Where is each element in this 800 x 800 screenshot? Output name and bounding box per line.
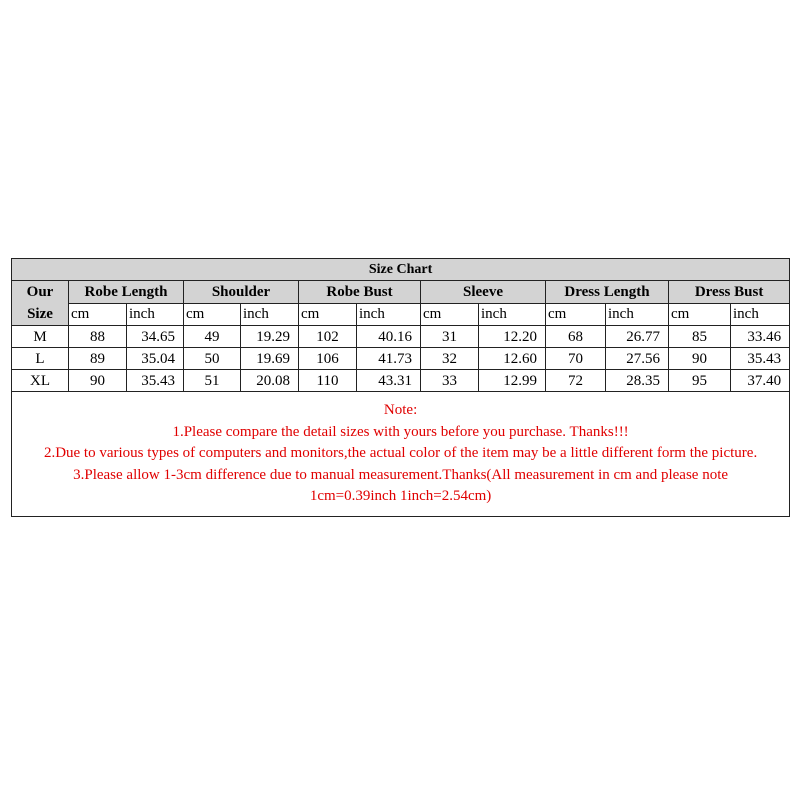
value-cell: 106 (299, 348, 357, 370)
value-cell: 12.99 (479, 370, 546, 392)
value-cell: 19.69 (241, 348, 299, 370)
value-cell: 37.40 (731, 370, 790, 392)
unit-header: cm (546, 303, 606, 326)
note-section (12, 392, 790, 517)
table-row (12, 370, 790, 392)
chart-title: Size Chart (12, 259, 790, 281)
value-cell: 49 (184, 326, 241, 348)
value-cell: 89 (69, 348, 127, 370)
column-group-header: Dress Length (546, 281, 669, 304)
value-cell: 19.29 (241, 326, 299, 348)
value-cell: 34.65 (127, 326, 184, 348)
column-group-header: Robe Bust (299, 281, 421, 304)
value-cell: 35.43 (731, 348, 790, 370)
value-cell: 35.43 (127, 370, 184, 392)
size-chart-table (11, 258, 790, 517)
value-cell: 12.60 (479, 348, 546, 370)
value-cell: 70 (546, 348, 606, 370)
value-cell: 50 (184, 348, 241, 370)
column-group-header: Sleeve (421, 281, 546, 304)
note-line: 1.Please compare the detail sizes with yours before you purchase. Thanks!!! (172, 423, 629, 440)
value-cell: 28.35 (606, 370, 669, 392)
value-cell: 40.16 (357, 326, 421, 348)
value-cell: 72 (546, 370, 606, 392)
note-line: 3.Please allow 1-3cm difference due to manual measurement.Thanks(All measurement in cm and please note 1cm=0.39inch 1inch=2.54cm) (73, 466, 729, 504)
unit-header: cm (421, 303, 479, 326)
unit-header: cm (184, 303, 241, 326)
column-group-header: Dress Bust (669, 281, 790, 304)
value-cell: 95 (669, 370, 731, 392)
value-cell: 35.04 (127, 348, 184, 370)
column-group-header: Robe Length (69, 281, 184, 304)
value-cell: 26.77 (606, 326, 669, 348)
value-cell: 85 (669, 326, 731, 348)
unit-header: inch (731, 303, 790, 326)
note-heading: Note: (383, 402, 418, 418)
value-cell: 88 (69, 326, 127, 348)
unit-header: cm (669, 303, 731, 326)
value-cell: 31 (421, 326, 479, 348)
table-row (12, 348, 790, 370)
value-cell: 102 (299, 326, 357, 348)
size-cell: L (12, 348, 69, 370)
unit-header: cm (299, 303, 357, 326)
size-chart (11, 258, 789, 517)
value-cell: 32 (421, 348, 479, 370)
value-cell: 20.08 (241, 370, 299, 392)
value-cell: 51 (184, 370, 241, 392)
size-cell: XL (12, 370, 69, 392)
unit-header: cm (69, 303, 127, 326)
value-cell: 41.73 (357, 348, 421, 370)
value-cell: 33 (421, 370, 479, 392)
value-cell: 90 (69, 370, 127, 392)
unit-header: inch (606, 303, 669, 326)
unit-header: inch (241, 303, 299, 326)
value-cell: 68 (546, 326, 606, 348)
value-cell: 43.31 (357, 370, 421, 392)
column-group-header: Shoulder (184, 281, 299, 304)
note-line: 2.Due to various types of computers and monitors,the actual color of the item may be a little different form the picture. (43, 445, 758, 461)
table-row (12, 326, 790, 348)
value-cell: 33.46 (731, 326, 790, 348)
value-cell: 12.20 (479, 326, 546, 348)
value-cell: 90 (669, 348, 731, 370)
size-header (12, 281, 69, 326)
unit-header: inch (357, 303, 421, 326)
size-cell: M (12, 326, 69, 348)
unit-header: inch (479, 303, 546, 326)
unit-header: inch (127, 303, 184, 326)
value-cell: 110 (299, 370, 357, 392)
size-header-line: Size (27, 306, 53, 322)
value-cell: 27.56 (606, 348, 669, 370)
size-header-line: Our (26, 284, 54, 300)
